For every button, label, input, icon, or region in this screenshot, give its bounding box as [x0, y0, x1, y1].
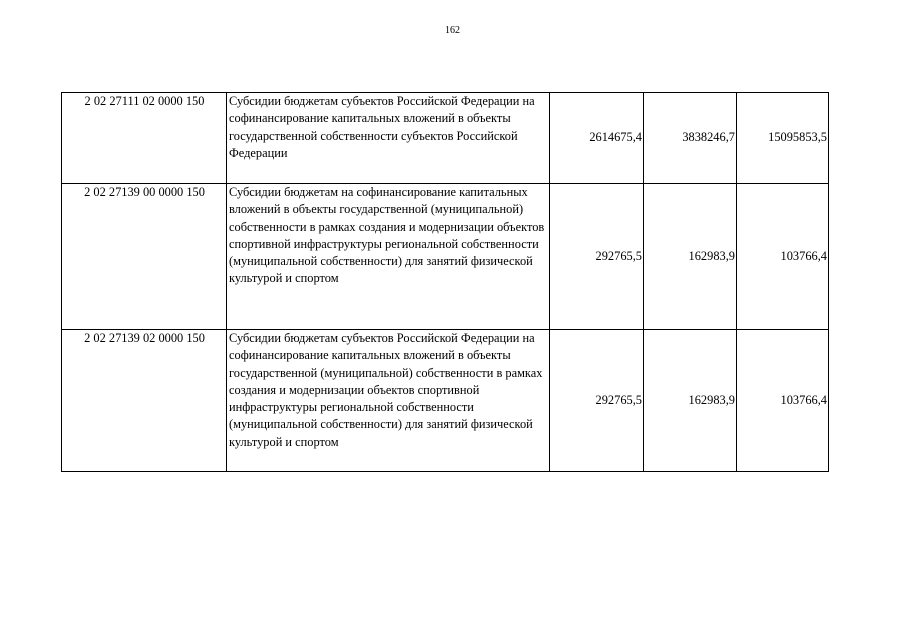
- description-cell: Субсидии бюджетам субъектов Российской Федерации на софинансирование капитальных вложений в объекты государственной (муниципальной) собственности в рамках создания и модернизации объектов спортивной инфраструктуры региональной собственности (муниципальной собственности) для занятий физической культурой и спортом: [227, 330, 550, 472]
- description-cell: Субсидии бюджетам субъектов Российской Федерации на софинансирование капитальных вложений в объекты государственной собственности субъектов Российской Федерации: [227, 93, 550, 184]
- description-cell: Субсидии бюджетам на софинансирование капитальных вложений в объекты государственной (муниципальной) собственности в рамках создания и модернизации объектов спортивной инфраструктуры региональной собственности (муниципальной собственности) для занятий физической культурой и спортом: [227, 184, 550, 330]
- budget-code-cell: 2 02 27111 02 0000 150: [62, 93, 227, 184]
- amount-year-1-cell: 292765,5: [550, 330, 644, 472]
- table-row: [62, 93, 829, 184]
- amount-year-3-cell: 103766,4: [737, 330, 829, 472]
- amount-year-3-cell: 103766,4: [737, 184, 829, 330]
- table-row: [62, 330, 829, 472]
- amount-year-3-cell: 15095853,5: [737, 93, 829, 184]
- amount-year-2-cell: 3838246,7: [644, 93, 737, 184]
- amount-year-1-cell: 292765,5: [550, 184, 644, 330]
- amount-year-1-cell: 2614675,4: [550, 93, 644, 184]
- amount-year-2-cell: 162983,9: [644, 184, 737, 330]
- amount-year-2-cell: 162983,9: [644, 330, 737, 472]
- budget-code-cell: 2 02 27139 00 0000 150: [62, 184, 227, 330]
- table-row: [62, 184, 829, 330]
- page-number: 162: [445, 25, 460, 36]
- budget-code-cell: 2 02 27139 02 0000 150: [62, 330, 227, 472]
- budget-revenue-table: [61, 92, 829, 472]
